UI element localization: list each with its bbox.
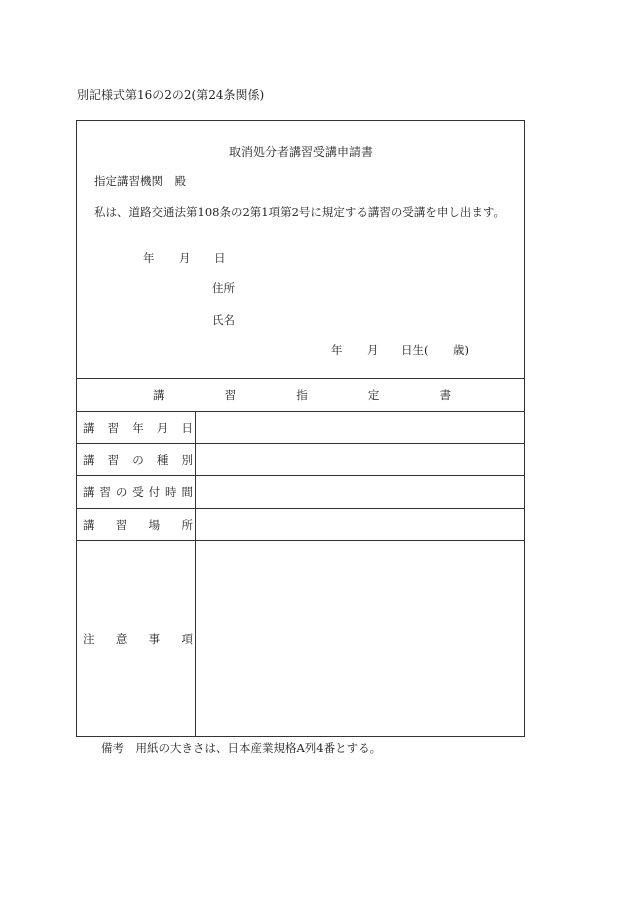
age-label: 歳) xyxy=(453,343,469,357)
designation-heading-char: 定 xyxy=(367,388,380,402)
row-divider xyxy=(77,443,524,444)
course-venue-label: 講 習 場 所 xyxy=(83,518,193,532)
course-type-value[interactable] xyxy=(203,452,518,470)
notes-value[interactable] xyxy=(203,549,518,729)
application-date-day: 日 xyxy=(214,251,226,265)
reception-time-label: 講 習 の 受 付 時 間 xyxy=(83,485,193,499)
course-date-value[interactable] xyxy=(203,420,518,438)
application-date-year: 年 xyxy=(143,251,155,265)
row-divider xyxy=(77,411,524,412)
column-divider xyxy=(195,411,196,736)
addressee: 指定講習機関 殿 xyxy=(94,174,186,188)
section-divider xyxy=(77,378,524,379)
form-reference: 別記様式第16の2の2(第24条関係) xyxy=(77,88,265,102)
reception-time-value[interactable] xyxy=(203,484,518,502)
birth-year: 年 xyxy=(331,343,343,357)
course-venue-value[interactable] xyxy=(203,517,518,535)
designation-heading xyxy=(153,387,451,403)
birth-day: 日生( xyxy=(401,343,429,357)
footer-note: 備考 用紙の大きさは、日本産業規格A列4番とする。 xyxy=(101,741,382,755)
row-divider xyxy=(77,475,524,476)
designation-heading-char: 習 xyxy=(224,388,237,402)
application-date-month: 月 xyxy=(179,251,191,265)
course-date-label: 講 習 年 月 日 xyxy=(83,421,193,435)
address-label: 住所 xyxy=(212,281,235,295)
designation-heading-char: 講 xyxy=(153,388,165,402)
row-divider xyxy=(77,540,524,541)
row-divider xyxy=(77,508,524,509)
designation-heading-char: 指 xyxy=(296,388,308,402)
form-title: 取消処分者講習受講申請書 xyxy=(229,145,374,159)
designation-heading-char: 書 xyxy=(439,388,451,402)
application-form xyxy=(76,120,525,737)
application-statement: 私は、道路交通法第108条の2第1項第2号に規定する講習の受講を申し出ます。 xyxy=(94,205,505,219)
notes-label: 注 意 事 項 xyxy=(83,632,193,646)
name-label: 氏名 xyxy=(212,313,235,327)
birth-month: 月 xyxy=(367,343,379,357)
course-type-label: 講 習 の 種 別 xyxy=(83,453,193,467)
